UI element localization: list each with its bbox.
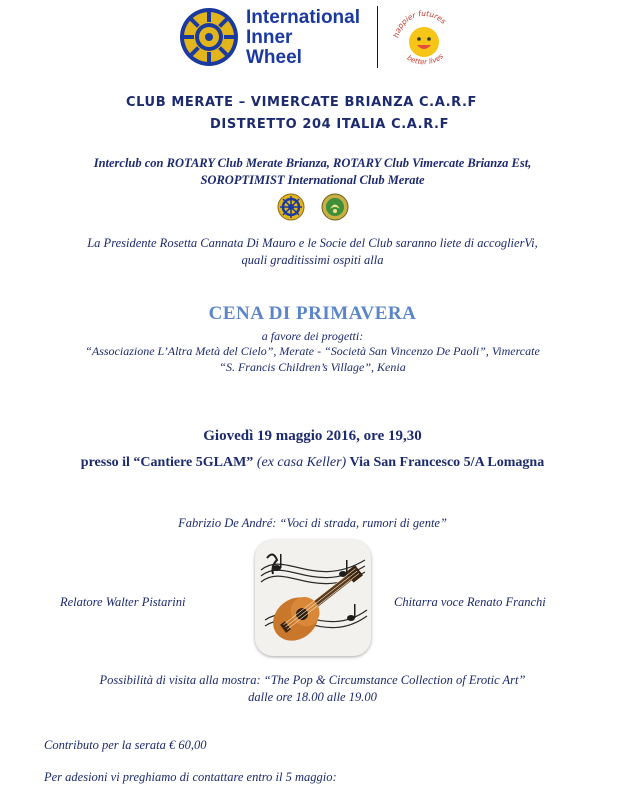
logo-line-international: International [246, 7, 361, 28]
logo-line-wheel: Wheel [246, 47, 302, 68]
soroptimist-logo-icon [321, 193, 349, 221]
program-title: Fabrizio De André: “Voci di strada, rumori di gente” [178, 516, 447, 530]
projects-intro: a favore dei progetti: [261, 329, 364, 343]
exhibition-hours: dalle ore 18.00 alle 19.00 [248, 690, 377, 704]
projects-line-2: “S. Francis Children’s Village”, Kenia [219, 360, 406, 374]
venue-address: Via San Francesco 5/A Lomagna [349, 455, 545, 470]
logo-line-inner: Inner [246, 27, 293, 48]
event-venue [0, 455, 625, 471]
rsvp-note: Per adesioni vi preghiamo di contattare entro il 5 maggio: [44, 770, 337, 784]
invitation-line-2: quali graditissimi ospiti alla [241, 253, 384, 267]
rotary-wheel-icon [277, 193, 305, 221]
logo-wordmark [246, 8, 360, 68]
guitar-music-icon [255, 540, 371, 656]
event-date: Giovedì 19 maggio 2016, ore 19,30 [203, 428, 422, 444]
invitation-line-1: La Presidente Rosetta Cannata Di Mauro e le Socie del Club saranno liete di accoglierVi, [87, 236, 538, 250]
price-note: Contributo per la serata € 60,00 [44, 738, 207, 752]
event-title: CENA DI PRIMAVERA [208, 303, 417, 324]
venue-note: (ex casa Keller) [256, 455, 347, 470]
venue-name: presso il “Cantiere 5GLAM” [80, 455, 254, 470]
district-name: DISTRETTO 204 ITALIA C.A.R.F [210, 117, 450, 132]
musician: Chitarra voce Renato Franchi [394, 595, 546, 609]
tagline-bottom: better lives [405, 52, 445, 67]
interclub-line-1: Interclub con ROTARY Club Merate Brianza, ROTARY Club Vimercate Brianza Est, [93, 156, 532, 170]
projects-line-1: “Associazione L’Altra Metà del Cielo”, Merate - “Società San Vincenzo De Paoli”, Vimercate [85, 344, 540, 358]
happy-sun-icon [390, 4, 458, 72]
tagline-top: happier futures [391, 8, 448, 39]
speaker: Relatore Walter Pistarini [60, 595, 186, 609]
interclub-line-2: SOROPTIMIST International Club Merate [200, 173, 425, 187]
exhibition-line-1: Possibilità di visita alla mostra: “The Pop & Circumstance Collection of Erotic Art” [99, 673, 526, 687]
logo-divider [377, 6, 378, 68]
inner-wheel-logo-icon [178, 6, 240, 68]
club-name: CLUB MERATE – VIMERCATE BRIANZA C.A.R.F [126, 95, 478, 110]
